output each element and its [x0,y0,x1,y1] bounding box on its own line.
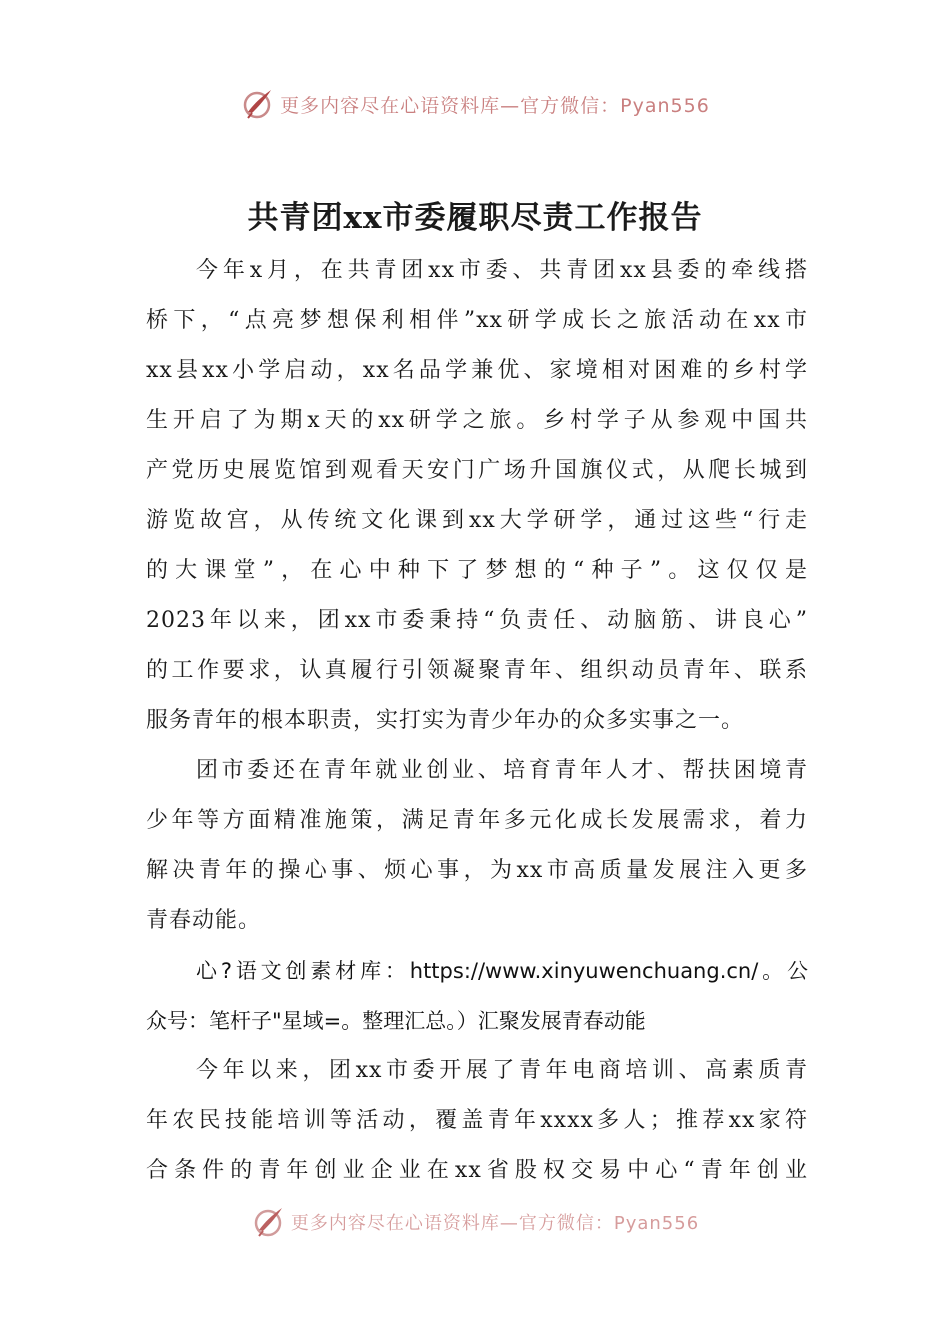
paragraph-line: 游览故宫，从传统文化课到xx大学研学，通过这些“行走 [146,508,808,533]
footer-watermark-banner [0,1204,950,1240]
paragraph-line: 今年以来，团xx市委开展了青年电商培训、高素质青 [196,1058,808,1083]
header-watermark-banner [0,84,950,124]
paragraph-line: 服务青年的根本职责，实打实为青少年办的众多实事之一。 [146,708,745,733]
header-banner-text: 更多内容尽在心语资料库—官方微信：Pyan556 [280,94,710,117]
paragraph-line: 解决青年的操心事、烦心事，为xx市高质量发展注入更多 [146,858,808,883]
paragraph-line: xx县xx小学启动，xx名品学兼优、家境相对困难的乡村学 [146,358,808,383]
document-body [146,246,808,1196]
paragraph-line: 年农民技能培训等活动，覆盖青年xxxx多人；推荐xx家符 [146,1108,808,1133]
quill-logo-icon [240,86,276,122]
paragraph-line: 团市委还在青年就业创业、培育青年人才、帮扶困境青 [196,758,808,783]
paragraph-line: 2023年以来，团xx市委秉持“负责任、动脑筋、讲良心” [146,608,808,633]
paragraph-line: 的大课堂”，在心中种下了梦想的“种子”。这仅仅是 [146,558,808,583]
quill-logo-icon [251,1204,287,1240]
paragraph-line: 今年x月，在共青团xx市委、共青团xx县委的牵线搭 [196,258,808,283]
paragraph-line: 生开启了为期x天的xx研学之旅。乡村学子从参观中国共 [146,408,808,433]
paragraph-line: 青春动能。 [146,908,262,933]
footer-banner-text: 更多内容尽在心语资料库—官方微信：Pyan556 [290,1213,700,1234]
paragraph-line: 桥下，“点亮梦想保利相伴”xx研学成长之旅活动在xx市 [146,308,808,333]
section-heading-line: 心?语文创素材库：https://www.xinyuwenchuang.cn/。公 [196,959,808,983]
paragraph-line: 的工作要求，认真履行引领凝聚青年、组织动员青年、联系 [146,658,808,683]
paragraph-line: 产党历史展览馆到观看天安门广场升国旗仪式，从爬长城到 [146,458,808,483]
section-heading-line: 众号：笔杆子"星域=。整理汇总。）汇聚发展青春动能 [146,1009,646,1033]
paragraph-line: 少年等方面精准施策，满足青年多元化成长发展需求，着力 [146,808,808,833]
paragraph-line: 合条件的青年创业企业在xx省股权交易中心“青年创业 [146,1158,808,1183]
document-title: 共青团xx市委履职尽责工作报告 [247,200,703,236]
